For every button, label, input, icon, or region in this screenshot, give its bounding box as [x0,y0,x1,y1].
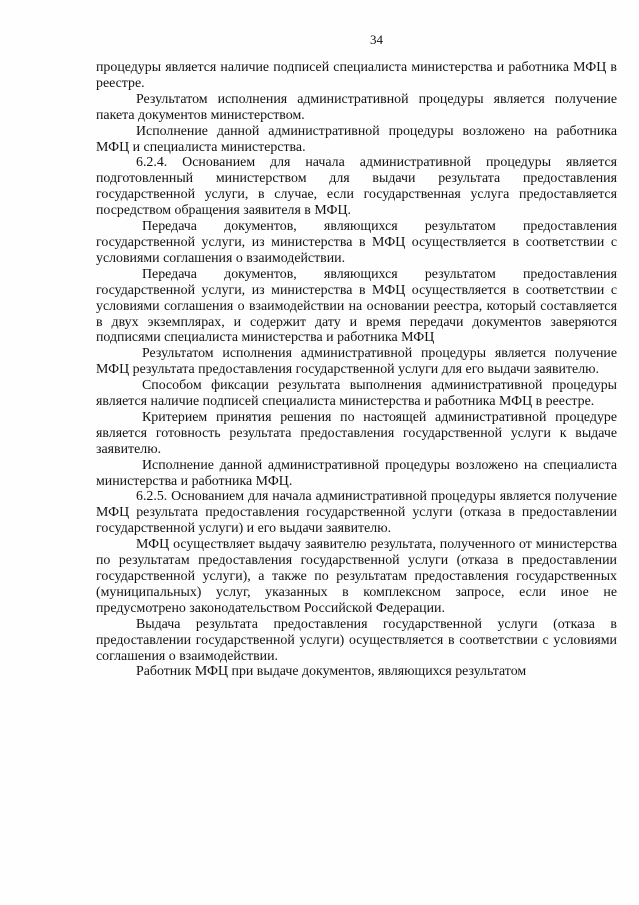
paragraph-14: Работник МФЦ при выдаче документов, являющихся результатом [136,664,527,680]
paragraph-4: 6.2.4. Основанием для начала административной процедуры является подготовленный министерством для выдачи результата предоставления государственной услуги, в случае, если государственная услуга предоставляется посредством обращения заявителя в МФЦ. [96,155,617,219]
page-number: 34 [370,32,383,47]
paragraph-1: процедуры является наличие подписей специалиста министерства и работника МФЦ в реестре. [96,60,617,91]
paragraph-9: Критерием принятия решения по настоящей административной процедуре является готовность результата предоставления государственной услуги к выдаче заявителю. [96,409,617,457]
paragraph-5: Передача документов, являющихся результатом предоставления государственной услуги, из министерства в МФЦ осуществляется в соответствии с условиями соглашения о взаимодействии. [96,219,617,266]
paragraph-6: Передача документов, являющихся результатом предоставления государственной услуги, из министерства в МФЦ осуществляется в соответствии с условиями соглашения о взаимодействии на основании реестра, который составляется в двух экземплярах, и содержит дату и время передачи документов заверяются подписями специалиста министерства и работника МФЦ [96,266,617,346]
paragraph-3: Исполнение данной административной процедуры возложено на работника МФЦ и специалиста министерства. [96,123,617,155]
paragraph-7: Результатом исполнения административной процедуры является получение МФЦ результата предоставления государственной услуги для его выдачи заявителю. [96,346,617,378]
paragraph-2: Результатом исполнения административной процедуры является получение пакета документов министерством. [96,91,617,123]
paragraph-8: Способом фиксации результата выполнения административной процедуры является наличие подписей специалиста министерства и работника МФЦ в реестре. [96,378,617,410]
paragraph-13: Выдача результата предоставления государственной услуги (отказа в предоставлении государственной услуги) осуществляется в соответствии с условиями соглашения о взаимодействии. [96,616,617,664]
paragraph-11: 6.2.5. Основанием для начала административной процедуры является получение МФЦ результата предоставления государственной услуги (отказа в предоставлении государственной услуги) и его выдачи заявителю. [96,489,617,537]
paragraph-12: МФЦ осуществляет выдачу заявителю результата, полученного от министерства по результатам предоставления государственной услуги (отказа в предоставлении государственной услуги), а также по результатам предоставления государственных (муниципальных) услуг, указанных в комплексном запросе, если иное не предусмотрено законодательством Российской Федерации. [96,537,617,616]
paragraph-10: Исполнение данной административной процедуры возложено на специалиста министерства и работника МФЦ. [96,457,617,489]
